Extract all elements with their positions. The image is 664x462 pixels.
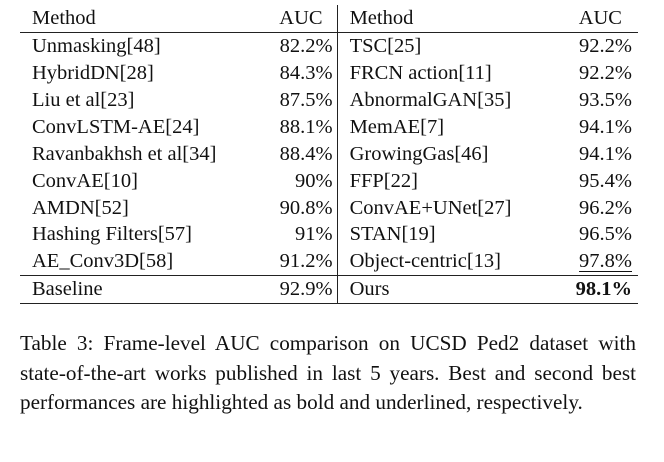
auc-cell: 88.4% bbox=[242, 141, 337, 168]
auc-comparison-table bbox=[20, 5, 638, 304]
auc-cell: 92.2% bbox=[579, 35, 632, 58]
auc-cell: 95.4% bbox=[579, 169, 632, 192]
auc-cell: 92.2% bbox=[579, 62, 632, 85]
auc-cell: 87.5% bbox=[242, 87, 337, 114]
method-cell: AE_Conv3D[58] bbox=[32, 250, 174, 273]
table-header-row bbox=[20, 5, 638, 33]
method-cell: Object-centric[13] bbox=[349, 250, 501, 273]
auc-cell: 96.2% bbox=[579, 196, 632, 219]
method-cell: Ravanbakhsh et al[34] bbox=[32, 142, 217, 165]
table-final-row bbox=[20, 276, 638, 304]
method-cell: TSC[25] bbox=[349, 35, 422, 58]
table-row bbox=[20, 114, 638, 141]
header-method-right: Method bbox=[337, 5, 541, 33]
method-cell: ConvAE[10] bbox=[32, 169, 138, 192]
baseline-auc-cell: 92.9% bbox=[242, 276, 337, 304]
method-cell: Hashing Filters[57] bbox=[32, 223, 192, 246]
auc-cell: 90.8% bbox=[242, 194, 337, 221]
method-cell: STAN[19] bbox=[349, 223, 436, 246]
auc-cell-second-best bbox=[541, 248, 638, 275]
table-row bbox=[20, 167, 638, 194]
table-row bbox=[20, 33, 638, 60]
auc-cell: 84.3% bbox=[242, 60, 337, 87]
table-row bbox=[20, 87, 638, 114]
second-best-value: 97.8% bbox=[579, 250, 632, 273]
table-row bbox=[20, 221, 638, 248]
method-cell: AMDN[52] bbox=[32, 196, 129, 219]
method-cell: MemAE[7] bbox=[349, 115, 445, 138]
auc-cell: 93.5% bbox=[579, 88, 632, 111]
auc-cell: 88.1% bbox=[242, 114, 337, 141]
method-cell: AbnormalGAN[35] bbox=[349, 88, 512, 111]
auc-cell: 90% bbox=[242, 167, 337, 194]
table-row bbox=[20, 248, 638, 275]
table-row bbox=[20, 194, 638, 221]
table-caption: Table 3: Frame-level AUC comparison on UCSD Ped2 dataset with state-of-the-art works published in last 5 years. Best and second best performances are highlighted as bold and underlined, respectively. bbox=[20, 331, 636, 414]
ours-method-cell: Ours bbox=[337, 276, 541, 304]
method-cell: FRCN action[11] bbox=[349, 62, 492, 85]
table-row bbox=[20, 60, 638, 87]
method-cell: ConvLSTM-AE[24] bbox=[32, 115, 200, 138]
method-cell: HybridDN[28] bbox=[32, 62, 154, 85]
auc-cell: 94.1% bbox=[579, 142, 632, 165]
method-cell: GrowingGas[46] bbox=[349, 142, 489, 165]
ours-auc-cell-best: 98.1% bbox=[541, 276, 638, 304]
baseline-method-cell: Baseline bbox=[20, 276, 242, 304]
table-row bbox=[20, 141, 638, 168]
method-cell: ConvAE+UNet[27] bbox=[349, 196, 512, 219]
auc-cell: 91% bbox=[242, 221, 337, 248]
header-method-left: Method bbox=[20, 5, 242, 33]
results-table-container bbox=[20, 5, 638, 304]
method-cell: Liu et al[23] bbox=[32, 88, 135, 111]
auc-cell: 82.2% bbox=[242, 33, 337, 60]
auc-cell: 96.5% bbox=[579, 223, 632, 246]
auc-cell: 94.1% bbox=[579, 115, 632, 138]
header-auc-left: AUC bbox=[242, 5, 337, 33]
method-cell: Unmasking[48] bbox=[32, 35, 161, 58]
method-cell: FFP[22] bbox=[349, 169, 418, 192]
auc-cell: 91.2% bbox=[242, 248, 337, 275]
header-auc-right: AUC bbox=[541, 5, 638, 33]
